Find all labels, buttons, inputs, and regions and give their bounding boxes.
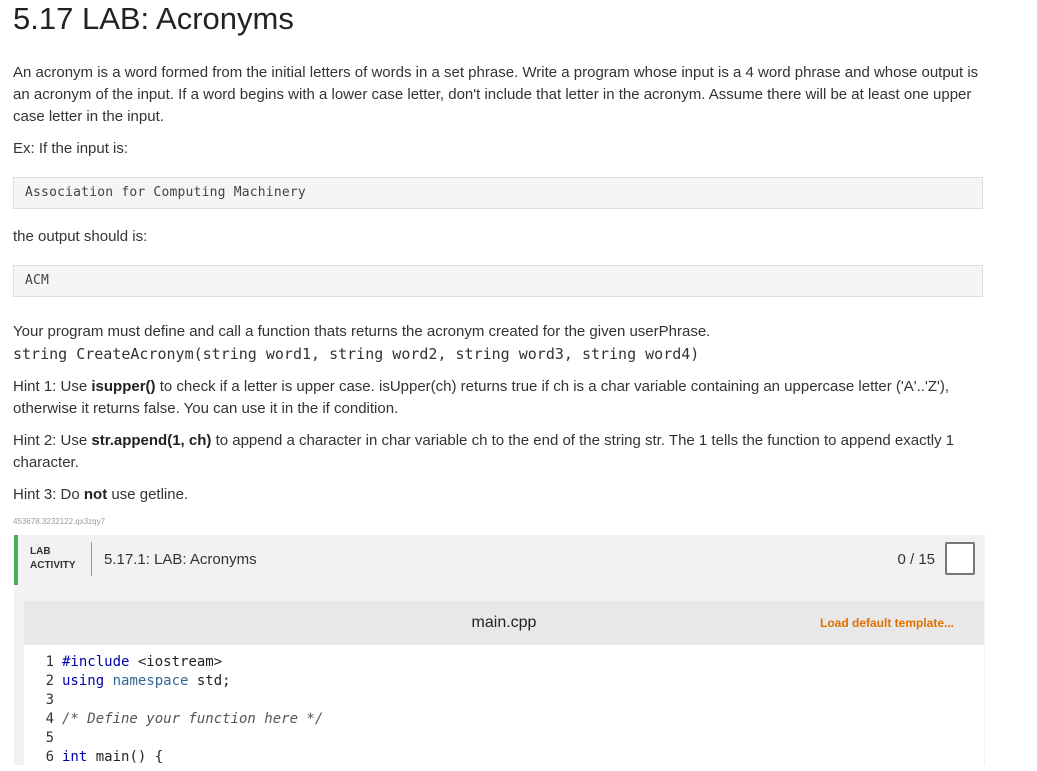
page-title: 5.17 LAB: Acronyms	[13, 1, 294, 36]
line-number: 3	[45, 692, 54, 708]
hint-2-bold: str.append(1, ch)	[91, 432, 212, 449]
lab-activity-title: 5.17.1: LAB: Acronyms	[104, 551, 257, 568]
code-token: int	[62, 749, 88, 765]
code-token: using	[62, 673, 105, 689]
lab-activity-panel	[14, 535, 985, 765]
line-number: 5	[45, 730, 54, 746]
program-requirement: Your program must define and call a function thats returns the acronym created for the given userPhrase.	[13, 323, 711, 340]
hint-2-prefix: Hint 2: Use	[13, 432, 92, 449]
line-number: 6	[45, 749, 54, 765]
line-number: 4	[45, 711, 54, 727]
problem-statement	[13, 0, 983, 528]
completion-box	[945, 542, 975, 575]
file-name: main.cpp	[471, 614, 537, 631]
tracking-id: 453678.3232122.qx3zqy7	[13, 517, 106, 526]
example-input-text: Association for Computing Machinery	[25, 185, 306, 200]
lab-tag-line-1: LAB	[30, 546, 51, 557]
line-number: 2	[45, 673, 54, 689]
code-token: main() {	[87, 749, 164, 765]
code-token: std;	[188, 673, 231, 689]
code-token: #include	[62, 654, 130, 670]
code-line[interactable]	[24, 672, 984, 691]
lab-score: 0 / 15	[897, 551, 935, 568]
header-divider	[91, 542, 92, 576]
code-comment: /* Define your function here */	[62, 711, 324, 727]
hint-3-suffix: use getline.	[107, 486, 189, 503]
lab-activity-header	[14, 535, 985, 585]
hint-3	[13, 484, 983, 506]
code-line[interactable]	[24, 653, 984, 672]
code-token: namespace	[104, 673, 189, 689]
function-signature: string CreateAcronym(string word1, string word2, string word3, string word4)	[13, 345, 700, 363]
example-label: Ex: If the input is:	[13, 140, 129, 157]
example-output-text: ACM	[25, 273, 50, 288]
code-area[interactable]	[24, 653, 984, 767]
code-line[interactable]	[24, 691, 984, 710]
hint-1-bold: isupper()	[91, 378, 156, 395]
code-editor[interactable]	[24, 601, 984, 771]
editor-toolbar	[24, 601, 984, 645]
lab-tag-line-2: ACTIVITY	[30, 560, 76, 571]
example-output-box	[13, 265, 983, 297]
hint-2	[13, 430, 983, 474]
code-line[interactable]	[24, 729, 984, 748]
load-default-template-button[interactable]: Load default template...	[819, 616, 954, 630]
line-number: 1	[45, 654, 54, 670]
lab-activity-tag	[30, 545, 76, 573]
hint-1	[13, 376, 983, 420]
intro-paragraph: An acronym is a word formed from the initial letters of words in a set phrase. Write a program whose input is a 4 word phrase and whose output is an acronym of the input. If a word begins with a lower case letter, don't include that letter in the acronym. Assume there will be at least one upper case letter in the input.	[13, 64, 979, 125]
hint-3-bold: not	[83, 486, 108, 503]
code-token: <iostream>	[129, 654, 223, 670]
example-input-box	[13, 177, 983, 209]
code-line[interactable]	[24, 710, 984, 729]
hint-1-suffix: to check if a letter is upper case. isUpper(ch) returns true if ch is a char variable containing an uppercase letter ('A'..'Z'), otherwise it returns false. You can use it in the if condition.	[13, 378, 950, 417]
output-label: the output should is:	[13, 228, 148, 245]
code-line[interactable]	[24, 748, 984, 767]
hint-2-suffix: to append a character in char variable ch to the end of the string str. The 1 tells the function to append exactly 1 character.	[13, 432, 955, 471]
hint-1-prefix: Hint 1: Use	[13, 378, 92, 395]
hint-3-prefix: Hint 3: Do	[13, 486, 84, 503]
